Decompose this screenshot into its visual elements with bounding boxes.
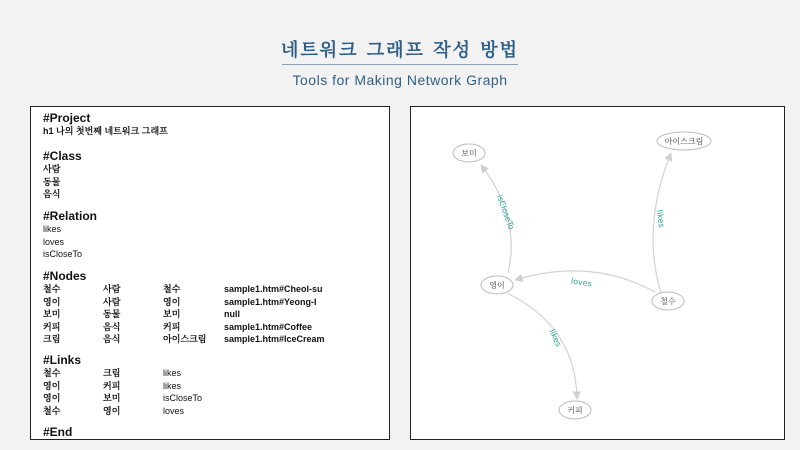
nodes-header: #Nodes xyxy=(43,269,87,283)
node-url: null xyxy=(224,309,240,319)
node-row xyxy=(43,296,383,309)
link-row xyxy=(43,367,383,380)
node-id: 영이 xyxy=(43,296,61,307)
relation-item: isCloseTo xyxy=(43,249,83,259)
network-graph xyxy=(411,107,783,438)
class-item: 사람 xyxy=(43,164,61,174)
node-icecream[interactable] xyxy=(657,132,711,150)
class-section xyxy=(43,149,82,201)
link-source: 영이 xyxy=(43,393,61,403)
node-label: 아이스크림 xyxy=(163,334,207,344)
link-relation: isCloseTo xyxy=(163,393,203,403)
end-section xyxy=(43,425,72,439)
link-target: 크림 xyxy=(103,368,121,378)
node-yeongi-label: 영이 xyxy=(489,281,505,290)
code-panel xyxy=(30,106,390,440)
relation-section xyxy=(43,209,97,261)
class-header: #Class xyxy=(43,149,82,163)
node-url: sample1.htm#Yeong-I xyxy=(224,296,317,307)
project-header: #Project xyxy=(43,111,91,125)
node-label: 커피 xyxy=(163,321,181,332)
node-bomi-label: 보미 xyxy=(461,149,477,158)
node-label: 보미 xyxy=(163,309,181,319)
edge-label-likes: likes xyxy=(654,209,667,229)
node-bomi[interactable] xyxy=(453,144,485,162)
graph-panel xyxy=(410,106,785,440)
title-divider xyxy=(282,64,518,65)
project-line: h1 나의 첫번째 네트워크 그래프 xyxy=(43,126,168,136)
nodes-section xyxy=(43,269,383,346)
links-section xyxy=(43,353,383,417)
page-title: 네트워크 그래프 작성 방법 xyxy=(280,40,520,61)
node-class: 동물 xyxy=(103,309,121,319)
node-class: 음식 xyxy=(103,321,121,332)
node-label: 영이 xyxy=(163,296,181,307)
node-icecream-label: 아이스크림 xyxy=(664,137,704,146)
relation-header: #Relation xyxy=(43,209,98,223)
node-row xyxy=(43,321,383,334)
node-url: sample1.htm#Cheol-su xyxy=(224,284,323,294)
link-relation: loves xyxy=(163,405,185,416)
relation-item: loves xyxy=(43,236,65,247)
edge-label-isclosetoo: isCloseTo xyxy=(494,193,516,231)
edge-label-loves: loves xyxy=(570,276,593,289)
page-subtitle: Tools for Making Network Graph xyxy=(292,72,508,88)
link-target: 커피 xyxy=(103,380,121,391)
link-target: 영이 xyxy=(103,405,121,416)
node-coffee-label: 커피 xyxy=(567,406,583,415)
node-cheolsu-label: 철수 xyxy=(660,297,676,306)
edge-label-likes: likes xyxy=(547,327,564,348)
node-label: 철수 xyxy=(163,284,181,294)
link-target: 보미 xyxy=(103,393,121,403)
links-header: #Links xyxy=(43,353,82,367)
link-source: 철수 xyxy=(43,368,61,378)
node-yeongi[interactable] xyxy=(481,276,513,294)
node-row xyxy=(43,308,383,321)
relation-item: likes xyxy=(43,224,62,234)
node-row xyxy=(43,333,383,346)
link-relation: likes xyxy=(163,368,182,378)
node-id: 크림 xyxy=(43,334,61,344)
node-row xyxy=(43,283,383,296)
node-class: 사람 xyxy=(103,296,121,307)
node-url: sample1.htm#Coffee xyxy=(224,321,313,332)
node-id: 보미 xyxy=(43,309,61,319)
link-row xyxy=(43,380,383,393)
node-coffee[interactable] xyxy=(559,401,591,419)
class-item: 음식 xyxy=(43,189,61,199)
edge-yeongi-coffee xyxy=(507,293,577,399)
project-section xyxy=(43,111,168,138)
class-item: 동물 xyxy=(43,176,61,187)
node-id: 철수 xyxy=(43,284,61,294)
node-class: 음식 xyxy=(103,334,121,344)
node-cheolsu[interactable] xyxy=(652,292,684,310)
link-row xyxy=(43,405,383,418)
node-id: 커피 xyxy=(43,321,61,332)
link-source: 영이 xyxy=(43,380,61,391)
node-url: sample1.htm#IceCream xyxy=(224,334,325,344)
node-class: 사람 xyxy=(103,284,121,294)
link-relation: likes xyxy=(163,380,182,391)
link-row xyxy=(43,392,383,405)
link-source: 철수 xyxy=(43,405,61,416)
end-header: #End xyxy=(43,425,73,439)
